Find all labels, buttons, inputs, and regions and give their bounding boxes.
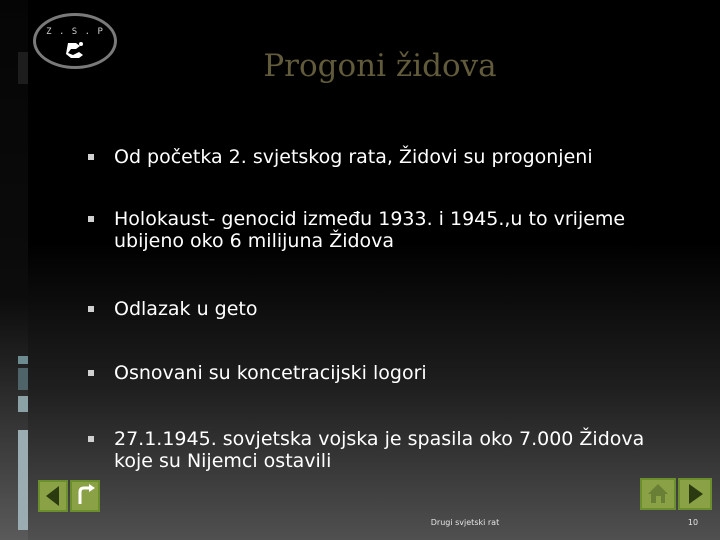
logo-badge: [33, 13, 117, 69]
bullet-marker-icon: [88, 436, 94, 442]
page-number: 10: [687, 518, 699, 527]
bullet-marker-icon: [88, 370, 94, 376]
bullet-marker-icon: [88, 154, 94, 160]
bullet-marker-icon: [88, 306, 94, 312]
footer-text: Drugi svjetski rat: [430, 518, 500, 527]
strip-decoration: [18, 356, 28, 364]
next-button[interactable]: [678, 478, 712, 510]
bullet-text: Holokaust- genocid između 1933. i 1945.,u to vrijeme ubijeno oko 6 milijuna Židova: [114, 208, 626, 252]
side-strip: [0, 0, 28, 540]
triangle-right-icon: [680, 480, 710, 508]
bullet-text: Od početka 2. svjetskog rata, Židovi su progonjeni: [114, 146, 593, 168]
strip-decoration: [18, 430, 28, 530]
strip-decoration: [18, 368, 28, 390]
return-arrow-icon: [72, 482, 98, 510]
home-icon: [642, 480, 674, 508]
symbol-icon: [64, 40, 86, 60]
strip-decoration: [18, 52, 28, 84]
bullet-text: 27.1.1945. sovjetska vojska je spasila oko 7.000 Židova koje su Nijemci ostavili: [114, 428, 645, 472]
bullet-marker-icon: [88, 216, 94, 222]
bullet-text: Osnovani su koncetracijski logori: [114, 362, 427, 384]
triangle-left-icon: [40, 482, 66, 510]
slide-title: Progoni židova: [263, 48, 497, 84]
strip-decoration: [18, 396, 28, 412]
previous-button[interactable]: [38, 480, 68, 512]
badge-text: Z . S . P: [46, 27, 104, 37]
bullet-text: Odlazak u geto: [114, 298, 258, 320]
home-button[interactable]: [640, 478, 676, 510]
return-button[interactable]: [70, 480, 100, 512]
